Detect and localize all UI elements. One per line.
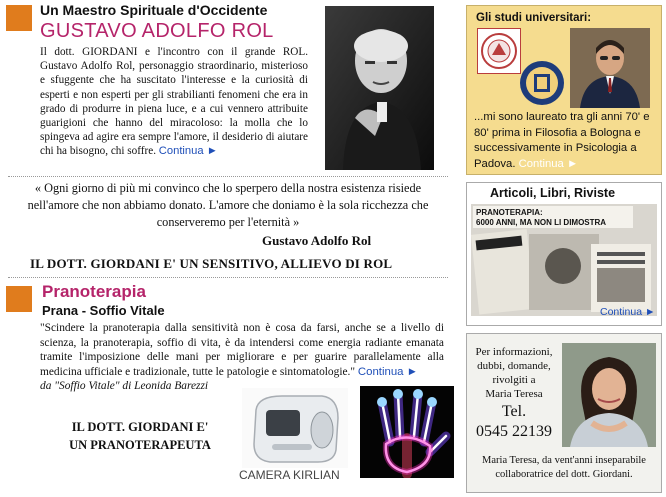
pranoterapeuta-statement bbox=[40, 418, 240, 454]
contact-line: Per informazioni, bbox=[475, 346, 553, 358]
contact-line: Maria Teresa bbox=[485, 388, 543, 400]
divider bbox=[8, 277, 448, 278]
divider bbox=[8, 176, 448, 177]
studi-text bbox=[474, 110, 652, 172]
section-bullet-square bbox=[6, 5, 32, 31]
pranoterapia-text bbox=[40, 321, 444, 379]
pranoterapia-subtitle: Prana - Soffio Vitale bbox=[42, 303, 165, 318]
pranoterapia-source: da "Soffio Vitale" di Leonida Barezzi bbox=[40, 380, 209, 392]
rol-continue-link[interactable]: Continua ► bbox=[158, 145, 218, 158]
camera-kirlian-label: CAMERA KIRLIAN bbox=[239, 468, 340, 482]
contact-phone bbox=[470, 402, 558, 442]
studi-title: Gli studi universitari: bbox=[476, 12, 592, 24]
pranoterapia-body-text: "Scindere la pranoterapia dalla sensitività non è cosa da farsi, anche se a livello di scienza, la pranoterapia, soffio di vita, è da intendersi come energia radiante emanata tramite l'imposizione delle mani per migliorare e per guarire parallelamente alla medicina ufficiale e tradizionale, tutte le patologie e sintomatologie." bbox=[40, 322, 444, 378]
rol-quote: « Ogni giorno di più mi convinco che lo sperpero della nostra esistenza risiede nell'amore che non abbiamo donato. L'amore che doniamo è la sola ricchezza che conserveremo per l'eternità » bbox=[27, 181, 429, 229]
articoli-continue-link[interactable]: Continua ► bbox=[600, 306, 656, 318]
tel-label: Tel. bbox=[501, 403, 527, 420]
university-seal-padova[interactable] bbox=[519, 60, 565, 106]
rol-intro-text bbox=[40, 45, 308, 159]
clipping-headline: 6000 ANNI, MA NON LI DIMOSTRA bbox=[476, 218, 607, 227]
sensitivo-statement: IL DOTT. GIORDANI E' UN SENSITIVO, ALLIEVO DI ROL bbox=[30, 256, 393, 271]
press-clippings-image[interactable] bbox=[471, 204, 657, 316]
maria-teresa-photo[interactable] bbox=[562, 343, 656, 447]
quote-author: Gustavo Adolfo Rol bbox=[262, 233, 372, 248]
giordani-portrait-photo[interactable] bbox=[570, 28, 650, 108]
rol-body-text: Il dott. GIORDANI e l'incontro con il grande ROL. Gustavo Adolfo Rol, personaggio straordinario, misterioso e sfuggente che ha suscitato l'interesse e la curiosità di esperti e non esperti per gli strabilianti fenomeni che era in grado di produrre in piena luce, e a cui vennero attribuite guarigioni che hanno del miracoloso: la molla che lo spingeva ad agire era sempre l'amore, il desiderio di aiutare chi ha bisogno, chi soffre. bbox=[40, 46, 308, 158]
kirlian-hand-photo[interactable] bbox=[360, 386, 454, 478]
studi-body-text: ...mi sono laureato tra gli anni 70' e 80' prima in Filosofia a Bologna e successivamente in Psicologia a Padova. bbox=[474, 111, 650, 170]
pranoterapia-title[interactable]: Pranoterapia bbox=[42, 282, 146, 301]
rol-title[interactable]: GUSTAVO ADOLFO ROL bbox=[40, 20, 274, 42]
contact-line: rivolgiti a bbox=[492, 374, 536, 386]
statement-line: IL DOTT. GIORDANI E' bbox=[71, 420, 209, 434]
rol-supertitle: Un Maestro Spirituale d'Occidente bbox=[40, 2, 268, 18]
contact-footer: Maria Teresa, da vent'anni inseparabile collaboratrice del dott. Giordani. bbox=[482, 455, 646, 480]
rol-portrait-photo[interactable] bbox=[325, 6, 434, 170]
pranoterapia-continue-link[interactable]: Continua ► bbox=[357, 365, 418, 378]
articoli-title[interactable]: Articoli, Libri, Riviste bbox=[490, 186, 616, 200]
contact-line: dubbi, domande, bbox=[477, 360, 551, 372]
clipping-headline: PRANOTERAPIA: bbox=[476, 208, 543, 217]
section-bullet-square bbox=[6, 286, 32, 312]
studi-continue-link[interactable]: Continua ► bbox=[518, 157, 579, 170]
kirlian-camera-image[interactable] bbox=[242, 388, 348, 478]
university-seal-bologna[interactable] bbox=[477, 28, 521, 74]
statement-line: UN PRANOTERAPEUTA bbox=[69, 438, 211, 452]
contact-info bbox=[470, 345, 558, 401]
tel-number[interactable]: 0545 22139 bbox=[476, 423, 552, 440]
